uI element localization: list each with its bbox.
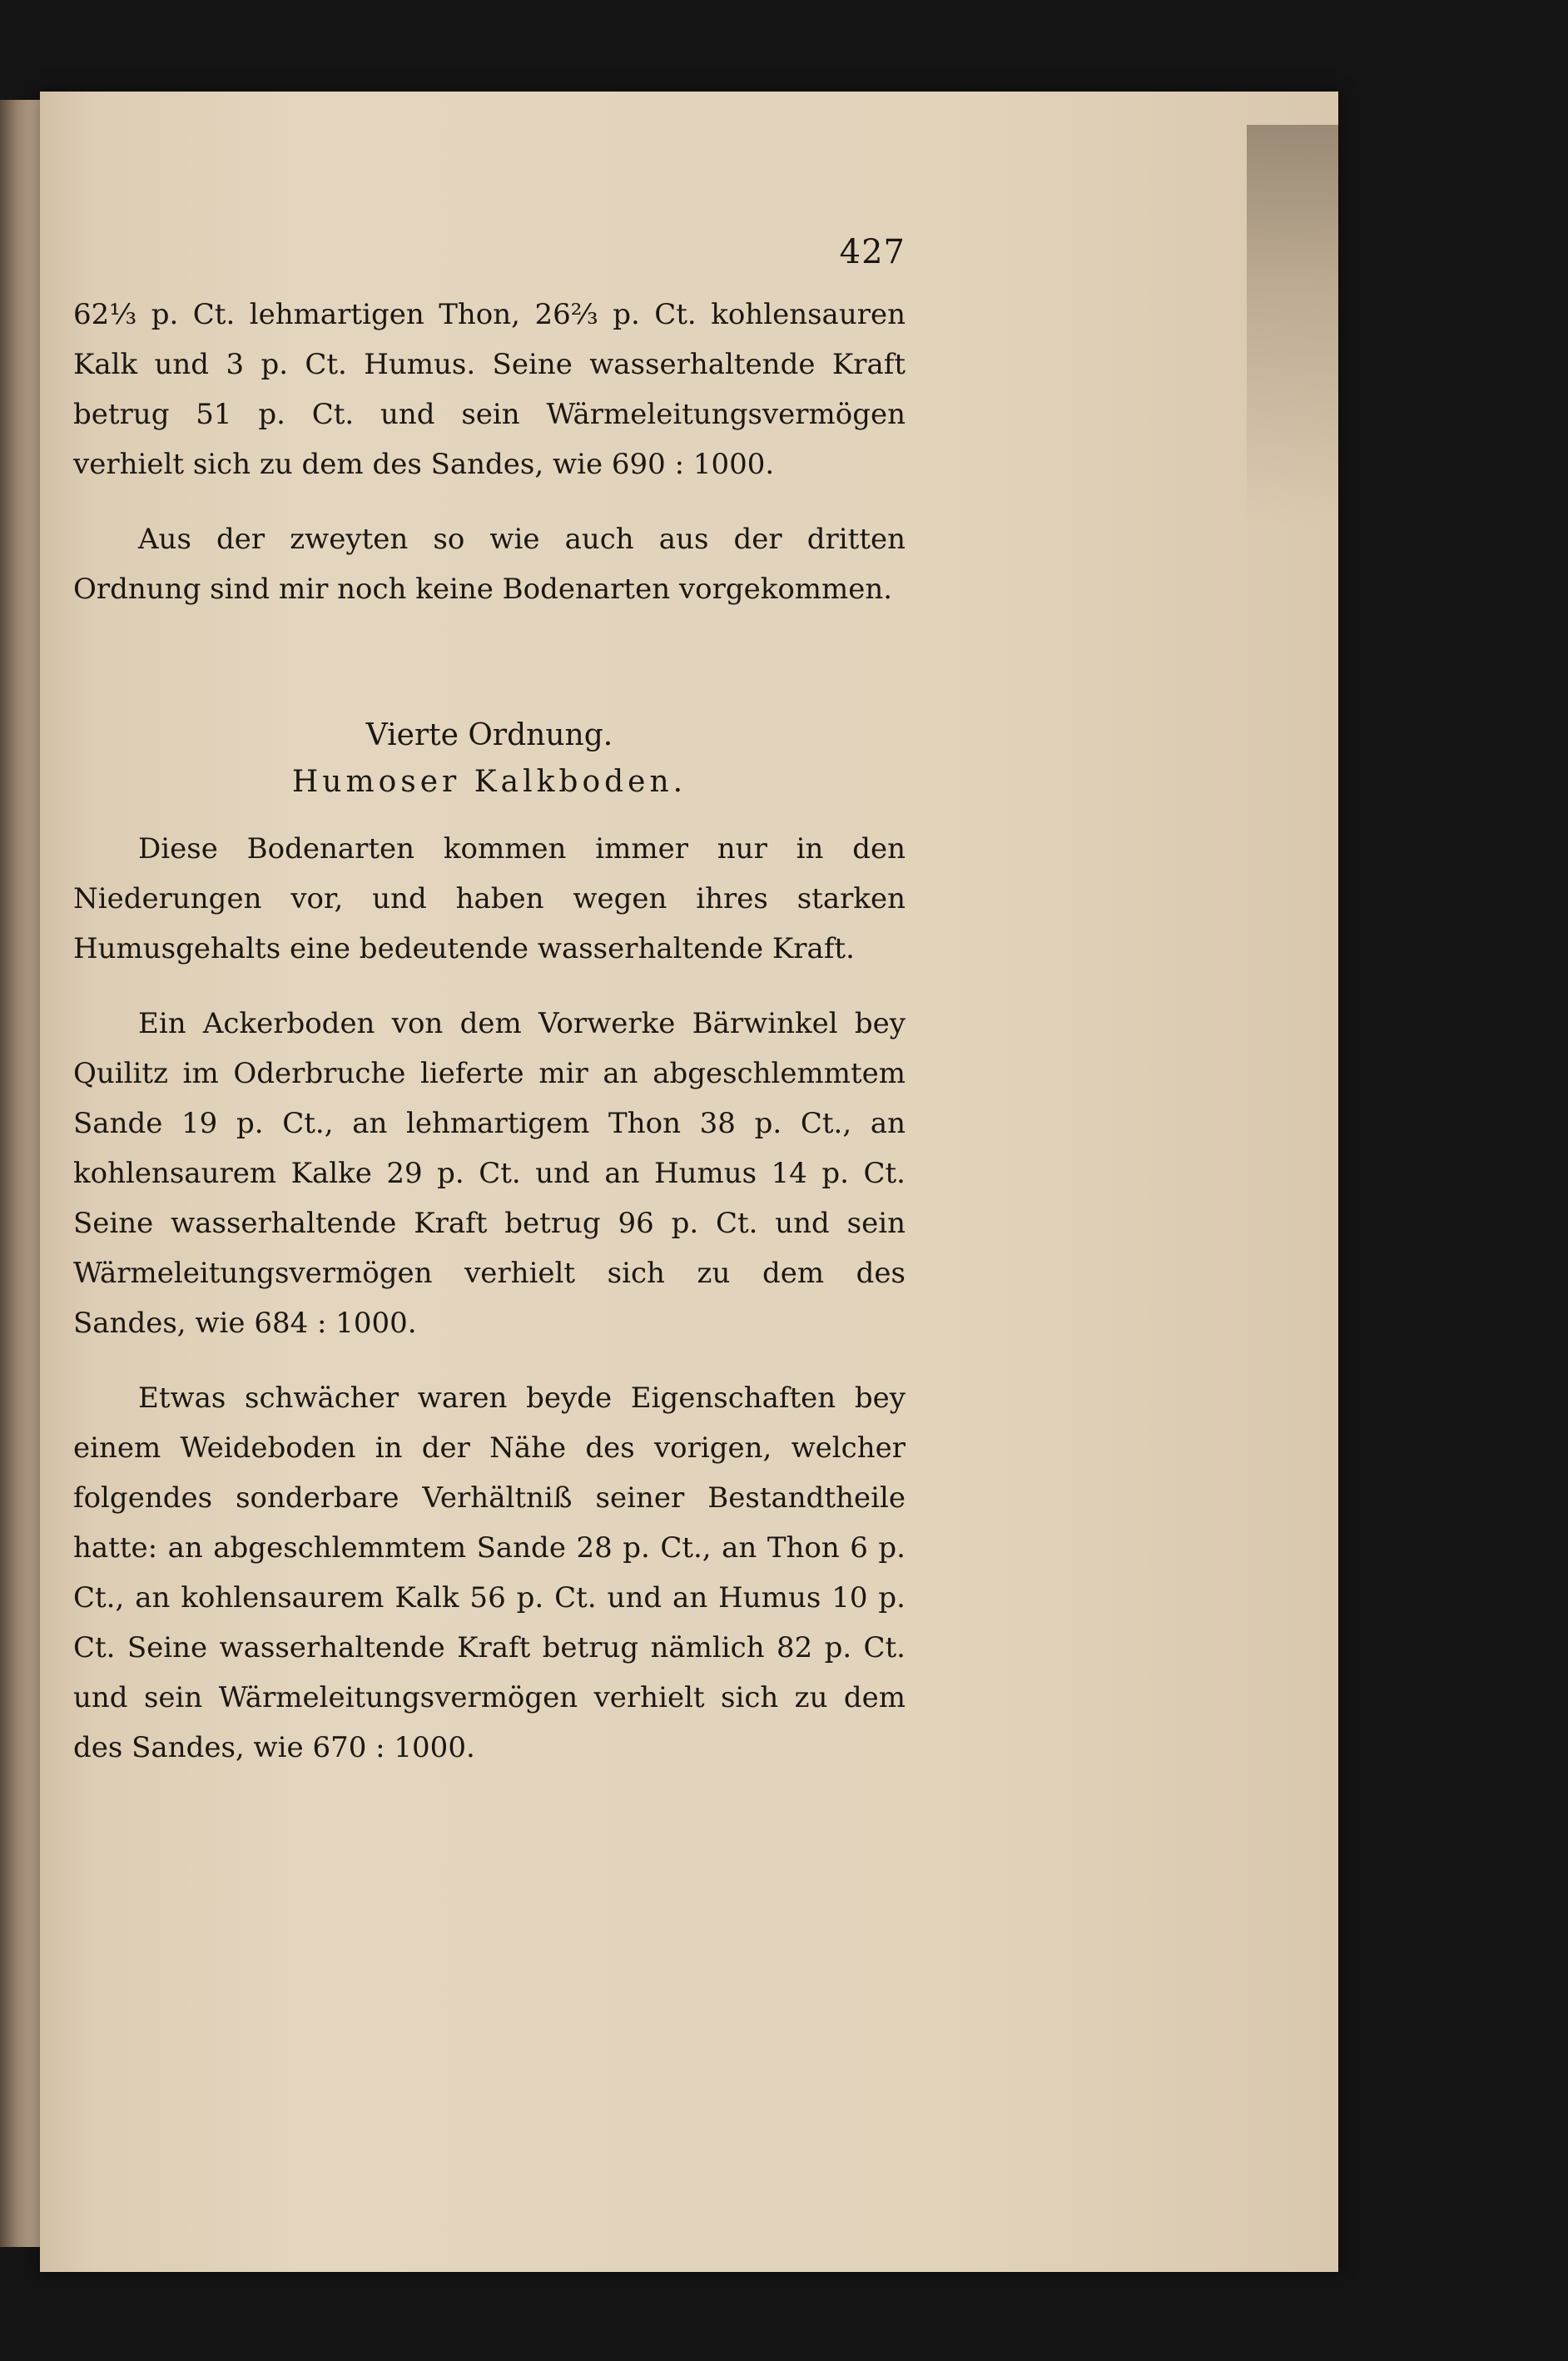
paragraph-3: Diese Bodenarten kommen immer nur in den Niederungen vor, und haben wegen ihres starken Humusgehalts eine bedeutende wasserhaltende Kraft. <box>73 832 906 965</box>
paragraph-5: Etwas schwächer waren beyde Eigenschaften bey einem Weideboden in der Nähe des vorigen, welcher folgendes sonderbare Verhältniß seiner Bestandtheile hatte: an abgeschlemmtem Sande 28 p. Ct., an Thon 6 p. Ct., an kohlensaurem Kalk 56 p. Ct. und an Humus 10 p. Ct. Seine wasserhaltende Kraft betrug nämlich 82 p. Ct. und sein Wärmeleitungsvermögen verhielt sich zu dem des Sandes, wie 670 : 1000. <box>73 1381 906 1764</box>
paragraph-2: Aus der zweyten so wie auch aus der dritten Ordnung sind mir noch keine Bodenarten vorgekommen. <box>73 523 906 606</box>
section-heading: Vierte Ordnung. <box>365 718 613 752</box>
paragraph-4: Ein Ackerboden von dem Vorwerke Bärwinkel bey Quilitz im Oderbruche lieferte mir an abgeschlemmtem Sande 19 p. Ct., an lehmartigem Thon 38 p. Ct., an kohlensaurem Kalke 29 p. Ct. und an Humus 14 p. Ct. Seine wasserhaltende Kraft betrug 96 p. Ct. und sein Wärmeleitungsvermögen verhielt sich zu dem des Sandes, wie 684 : 1000. <box>73 1007 906 1340</box>
page-number: 427 <box>839 233 906 271</box>
section-subheading: Humoser Kalkboden. <box>291 765 687 799</box>
left-page-edge <box>0 100 40 2247</box>
page-text <box>73 233 906 1798</box>
page-fold-shadow <box>1247 125 1338 524</box>
paragraph-1: 62⅓ p. Ct. lehmartigen Thon, 26⅔ p. Ct. kohlensauren Kalk und 3 p. Ct. Humus. Seine wasserhaltende Kraft betrug 51 p. Ct. und sein Wärmeleitungsvermögen verhielt sich zu dem des Sandes, wie 690 : 1000. <box>73 298 906 481</box>
